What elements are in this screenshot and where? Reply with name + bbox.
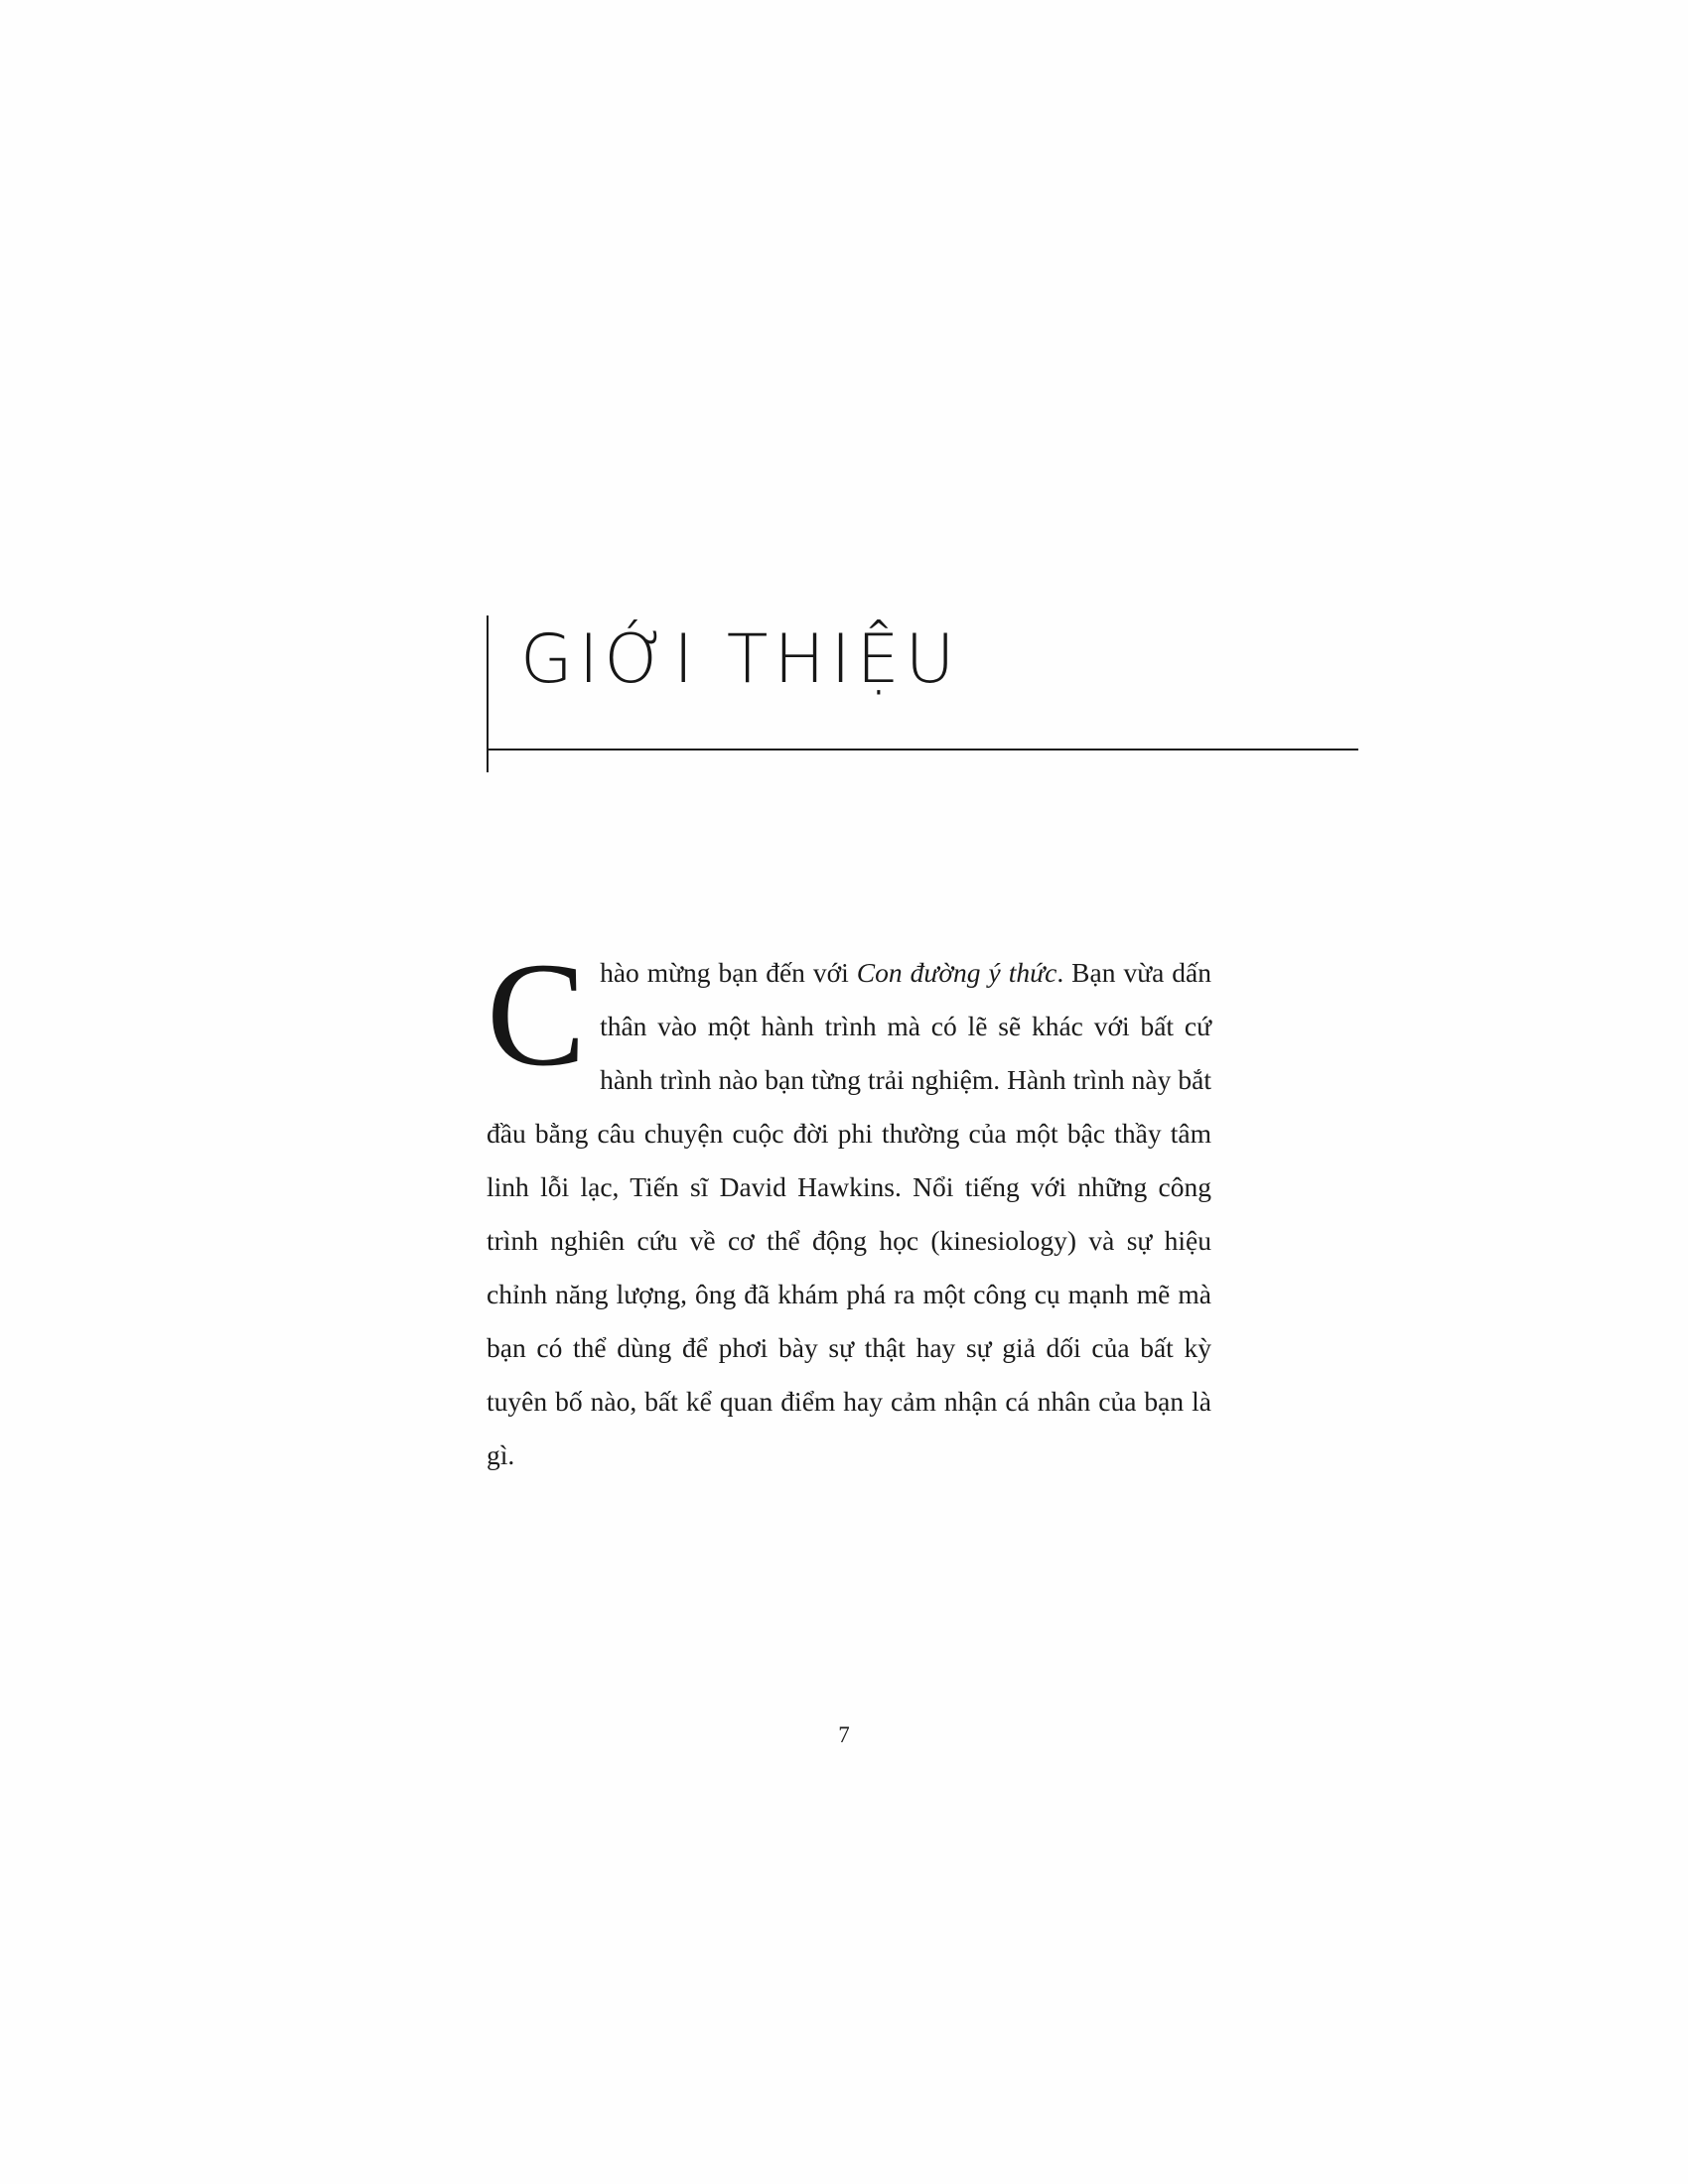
intro-paragraph <box>487 931 1211 1482</box>
drop-cap: C <box>487 931 587 1097</box>
page-number: 7 <box>838 1722 850 1747</box>
page-title: GIỚI THIỆU <box>520 620 961 699</box>
heading-horizontal-rule <box>487 749 1358 751</box>
paragraph-lead-text: hào mừng bạn đến với <box>600 956 857 988</box>
body-content <box>487 918 1211 1509</box>
paragraph-rest-text: . Bạn vừa dấn thân vào một hành trình mà có lẽ sẽ khác với bất cứ hành trình nào bạn từng trải nghiệm. Hành trình này bắt đầu bằng câu chuyện cuộc đời phi thường của một bậc thầy tâm linh lỗi lạc, Tiến sĩ David Hawkins. Nổi tiếng với những công trình nghiên cứu về cơ thể động học (kinesiology) và sự hiệu chỉnh năng lượng, ông đã khám phá ra một công cụ mạnh mẽ mà bạn có thể dùng để phơi bày sự thật hay sự giả dối của bất kỳ tuyên bố nào, bất kể quan điểm hay cảm nhận cá nhân của bạn là gì. <box>487 956 1211 1470</box>
paragraph-with-dropcap <box>487 931 1211 1482</box>
book-title-italic: Con đường ý thức <box>856 956 1057 988</box>
chapter-heading <box>487 615 1360 794</box>
